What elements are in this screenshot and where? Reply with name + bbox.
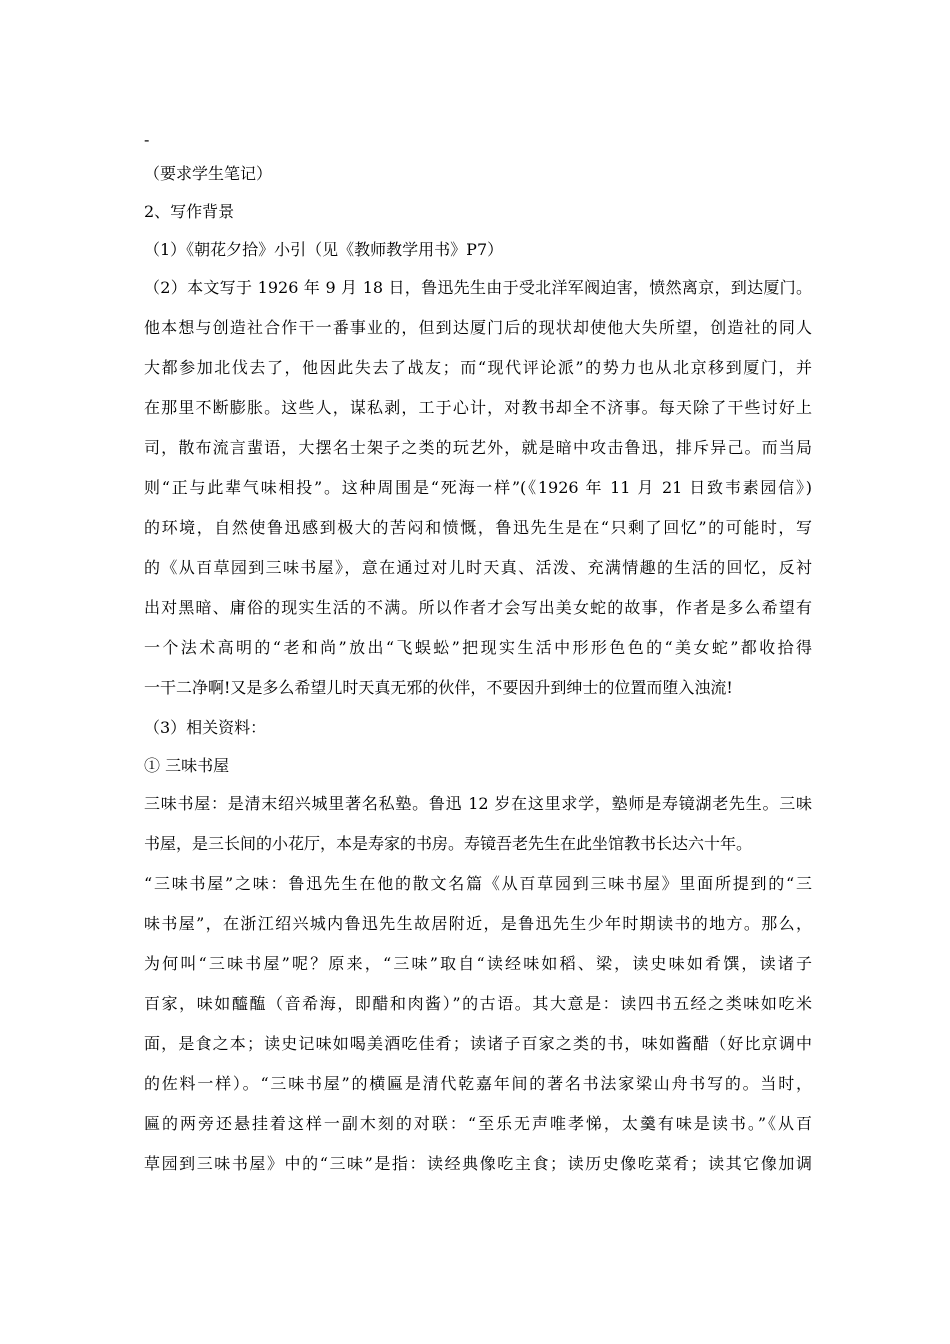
section-heading: 2、写作背景 xyxy=(144,202,235,221)
paragraph-line: 在那里不断膨胀。这些人，谋私剥，工于心计，对教书却全不济事。每天除了干些讨好上 xyxy=(144,398,812,417)
paragraph-line: 的佐料一样）。“三味书屋”的横匾是清代乾嘉年间的著名书法家梁山舟书写的。当时， xyxy=(144,1074,812,1093)
paragraph-line: 三味书屋：是清末绍兴城里著名私塾。鲁迅 12 岁在这里求学，塾师是寿镜湖老先生。三味 xyxy=(144,794,812,813)
paragraph-line: 的环境，自然使鲁迅感到极大的苦闷和愤慨，鲁迅先生是在“只剩了回忆”的可能时，写 xyxy=(144,518,812,537)
dash-marker: - xyxy=(144,130,150,149)
paragraph-line: 一干二净啊!又是多么希望儿时天真无邪的伙伴，不要因升到绅士的位置而堕入浊流! xyxy=(144,678,733,697)
paragraph-line: 草园到三味书屋》中的“三味”是指：读经典像吃主食；读历史像吃菜肴；读其它像加调 xyxy=(144,1154,812,1173)
paragraph-line: 出对黑暗、庸俗的现实生活的不满。所以作者才会写出美女蛇的故事，作者是多么希望有 xyxy=(144,598,812,617)
paragraph-line: 则“正与此辈气味相投”。这种周围是“死海一样”(《1926 年 11 月 21 日致韦素园信》) xyxy=(144,478,812,497)
paragraph-line: 百家，味如醯醢（音希海，即醋和肉酱）”的古语。其大意是：读四书五经之类味如吃米 xyxy=(144,994,812,1013)
paragraph-line: 的《从百草园到三味书屋》，意在通过对儿时天真、活泼、充满情趣的生活的回忆，反衬 xyxy=(144,558,812,577)
paragraph-line: 大都参加北伐去了，他因此失去了战友；而“现代评论派”的势力也从北京移到厦门，并 xyxy=(144,358,812,377)
paragraph-line: 面，是食之本；读史记味如喝美酒吃佳肴；读诸子百家之类的书，味如酱醋（好比京调中 xyxy=(144,1034,812,1053)
paragraph-line: “三味书屋”之味：鲁迅先生在他的散文名篇《从百草园到三味书屋》里面所提到的“三 xyxy=(144,874,812,893)
paragraph-line: 他本想与创造社合作干一番事业的，但到达厦门后的现状却使他大失所望，创造社的同人 xyxy=(144,318,812,337)
subsection-heading: （3）相关资料： xyxy=(144,718,267,737)
paragraph-line: 为何叫“三味书屋”呢？原来，“三味”取自“读经味如稻、梁，读史味如肴馔，读诸子 xyxy=(144,954,812,973)
paragraph-line: （2）本文写于 1926 年 9 月 18 日，鲁迅先生由于受北洋军阀迫害，愤然离京，到达厦门。 xyxy=(144,278,812,297)
paragraph-line: 一个法术高明的“老和尚”放出“飞蜈蚣”把现实生活中形形色色的“美女蛇”都收拾得 xyxy=(144,638,812,657)
paragraph-line: 匾的两旁还悬挂着这样一副木刻的对联：“至乐无声唯孝悌，太羹有味是读书。”《从百 xyxy=(144,1114,812,1133)
paragraph-line: （要求学生笔记） xyxy=(144,164,273,183)
paragraph-line: （1）《朝花夕拾》小引（见《教师教学用书》P7） xyxy=(144,240,504,259)
paragraph-line: 书屋，是三长间的小花厅，本是寿家的书房。寿镜吾老先生在此坐馆教书长达六十年。 xyxy=(144,834,753,853)
paragraph-line: 司，散布流言蜚语，大摆名士架子之类的玩艺外，就是暗中攻击鲁迅，排斥异己。而当局 xyxy=(144,438,812,457)
paragraph-line: 味书屋”，在浙江绍兴城内鲁迅先生故居附近，是鲁迅先生少年时期读书的地方。那么， xyxy=(144,914,812,933)
item-heading: ① 三味书屋 xyxy=(144,756,230,775)
